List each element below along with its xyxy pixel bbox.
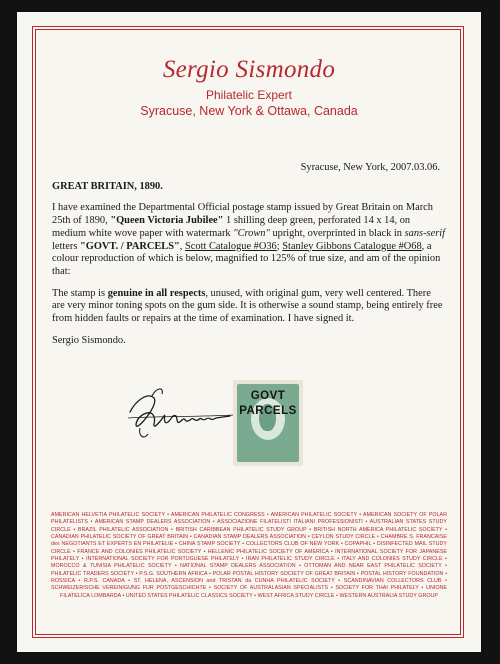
text-run: 1 shilling deep green, perforated 14 x 14, on medium white wove paper with watermark	[52, 215, 411, 239]
stamp-name: "Queen Victoria Jubilee"	[110, 215, 224, 227]
sg-catalogue-ref: Stanley Gibbons Catalogue #O68	[282, 240, 422, 252]
letterhead	[17, 56, 481, 119]
text-run: ,	[179, 240, 185, 252]
font-style-term: sans-serif	[404, 227, 446, 239]
date-line: Syracuse, New York, 2007.03.06.	[300, 162, 440, 173]
text-run: , a colour reproduction of which is below, magnified to 125% of true size, and am of the opinion that:	[52, 240, 441, 277]
opinion-paragraph	[52, 288, 446, 326]
stamp-image	[233, 380, 303, 466]
description-paragraph	[52, 202, 446, 278]
overprint-line-2: PARCELS	[239, 405, 297, 417]
certificate-heading: GREAT BRITAIN, 1890.	[52, 180, 163, 192]
expert-role: Philatelic Expert	[205, 88, 293, 102]
scott-catalogue-ref: Scott Catalogue #O36	[184, 240, 277, 252]
text-run: ;	[276, 240, 283, 252]
certificate-sheet	[17, 12, 481, 652]
opinion-verdict: genuine in all respects	[107, 287, 206, 299]
text-run: , unused, with original gum, very well centered. There are very minor toning spots on the gum side. It is otherwise a sound stamp, being entirely free from hidden faults or repairs at the time of examination. I have signed it.	[52, 287, 443, 325]
text-run: letters	[52, 240, 80, 252]
overprint-text: "GOVT. / PARCELS"	[80, 240, 180, 252]
expert-name: Sergio Sismondo	[162, 56, 336, 83]
overprint-line-1: GOVT	[250, 390, 286, 402]
text-run: upright, overprinted in black in	[269, 227, 405, 239]
text-run: The stamp is	[52, 287, 108, 299]
expert-location: Syracuse, New York & Ottawa, Canada	[140, 104, 358, 118]
watermark-name: "Crown"	[233, 227, 270, 239]
signoff-name: Sergio Sismondo.	[52, 334, 126, 346]
stamp-design	[237, 384, 299, 462]
society-memberships: AMERICAN HELVETIA PHILATELIC SOCIETY • AMERICAN PHILATELIC CONGRESS • AMERICAN PHILATELIC SOCIETY • AMERICAN SOCIETY OF POLAR PHILATELISTS • AMERICAN STAMP DEALERS ASSOCIATION • ASSOCIAZIONE FILATELISTI ITALIANI PROFESSIONISTI • AUSTRALIAN STATES STUDY CIRCLE • BRAZIL PHILATELIC ASSOCIATION • BRITISH CARIBBEAN PHILATELIC STUDY GROUP • BRITISH NORTH AMERICA PHILATELIC SOCIETY • CANADIAN PHILATELIC SOCIETY OF GREAT BRITAIN • CANADIAN STAMP DEALERS ASSOCIATION • CEYLON STUDY CIRCLE • CHAMBRE S. FRANCAISE des NEGOTIANTS ET EXPERTS EN PHILATELIE • CHINA STAMP SOCIETY • COLLECTORS CLUB OF NEW YORK • COPAPHIL • DISINFECTED MAIL STUDY CIRCLE • FRANCE AND COLONIES PHILATELIC SOCIETY • HELLENIC PHILATELIC SOCIETY OF AMERICA • INTERNATIONAL SOCIETY FOR JAPANESE PHILATELY • INTERNATIONAL SOCIETY FOR PORTUGUESE PHILATELY • IRAN PHILATELIC STUDY CIRCLE • ITALY AND COLONIES STUDY CIRCLE • MOROCCO & TUNISIA PHILATELIC SOCIETY • NATIONAL STAMP DEALERS ASSOCIATION • OTTOMAN AND NEAR EAST PHILATELIC SOCIETY • PHILATELIC TRADERS SOCIETY • P.S.G. SOUTHERN AFRICA • POLAR POSTAL HISTORY SOCIETY OF GREAT BRITAIN • POSTAL HISTORY FOUNDATION • ROSSICA • R.P.S. CANADA • ST. HELENA, ASCENSION and TRISTAN da CUNHA PHILATELIC SOCIETY • SCANDINAVIAN COLLECTORS CLUB • SCHWEIZERISCHE VEREINIGUNG FUR POSTGESCHICHTE • SOCIETY OF AUSTRALASIAN SPECIALISTS • SOCIETY FOR THAI PHILATELY • UNIONE FILATELICA LOMBARDA • UNITED STATES PHILATELIC CLASSICS SOCIETY • WEST AFRICA STUDY CIRCLE • WESTERN AUSTRALIA STUDY GROUP	[51, 512, 447, 599]
certificate-body	[52, 162, 446, 347]
text-run: I have examined the Departmental Official postage stamp issued by Great Britain on March 25th of 1890,	[52, 202, 433, 227]
handwritten-signature	[126, 382, 236, 444]
